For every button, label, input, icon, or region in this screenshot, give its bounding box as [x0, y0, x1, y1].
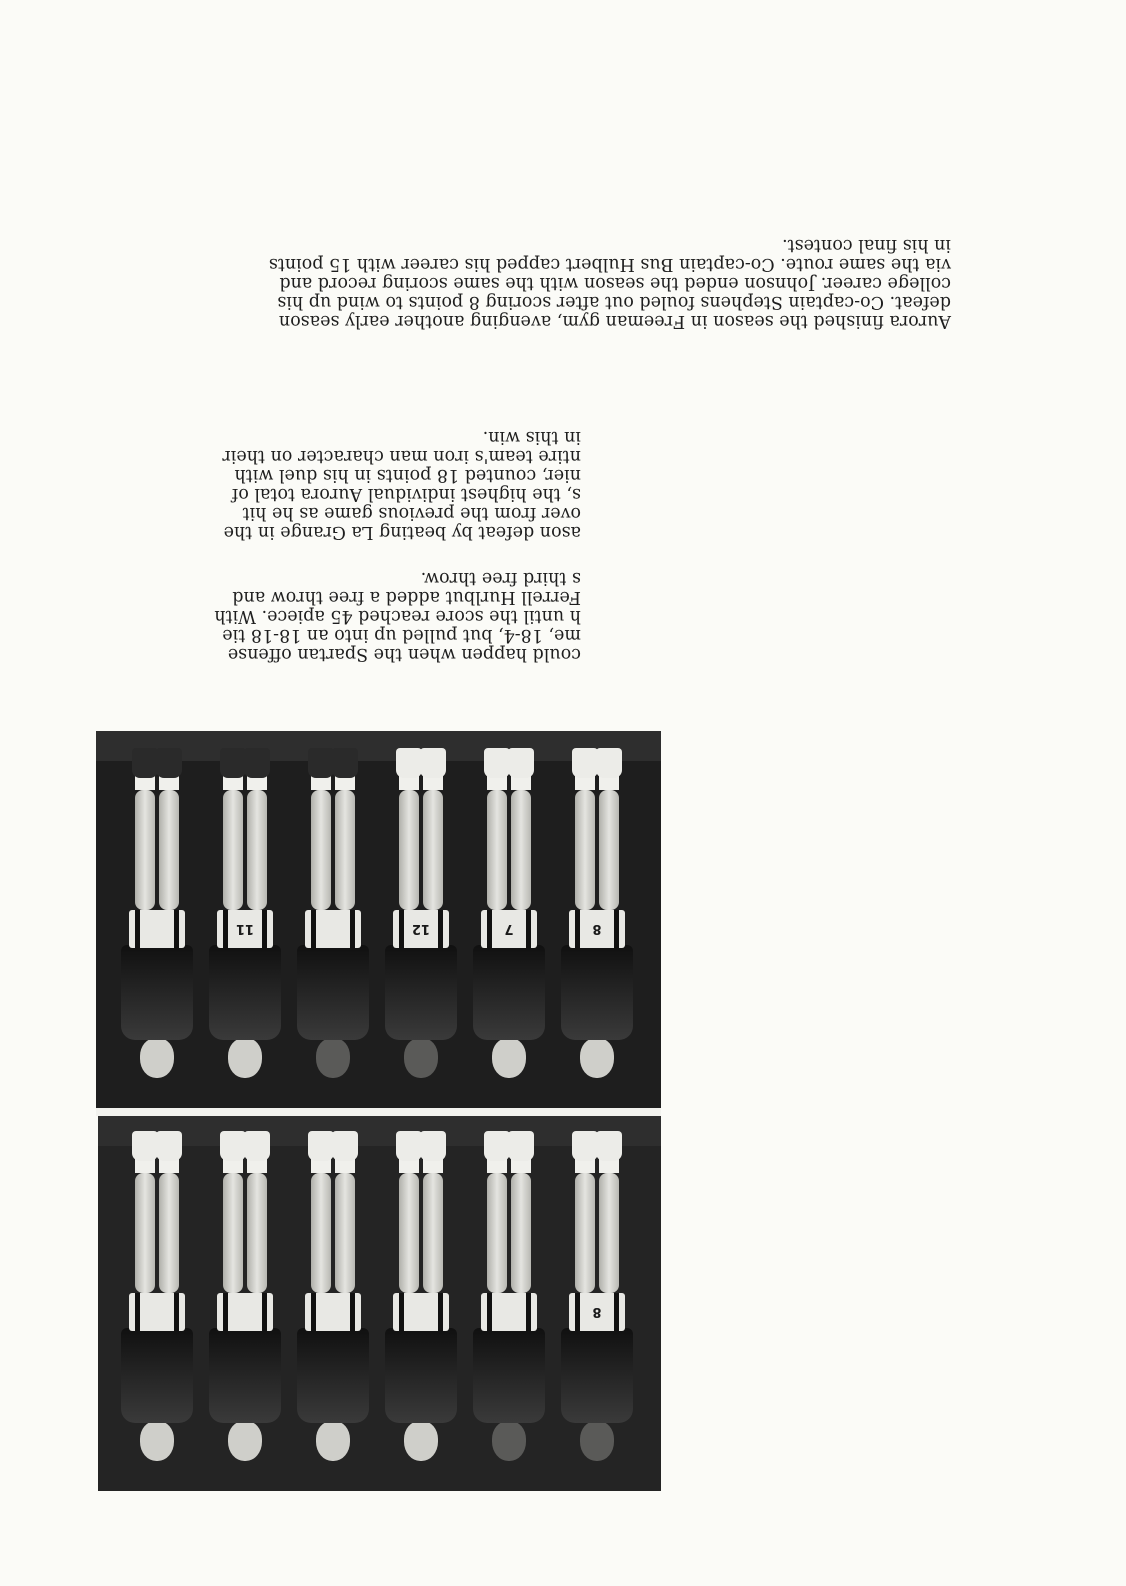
player-head: [492, 1038, 526, 1078]
player-head: [492, 1421, 526, 1461]
player-shoe: [220, 1131, 246, 1161]
player-head: [140, 1421, 174, 1461]
player-warmup-jacket: [121, 1328, 193, 1423]
shorts-stripe: [350, 910, 355, 948]
player-leg: [511, 1173, 531, 1293]
player-shoe: [572, 748, 598, 778]
player-shoe: [156, 748, 182, 778]
player-leg: [247, 1173, 267, 1293]
player-head: [316, 1038, 350, 1078]
player-shoe: [484, 1131, 510, 1161]
player-leg: [487, 790, 507, 910]
player-leg: [423, 790, 443, 910]
player-head: [404, 1038, 438, 1078]
shorts-stripe: [174, 910, 179, 948]
player-leg: [159, 790, 179, 910]
player-head: [316, 1421, 350, 1461]
player-shoe: [132, 1131, 158, 1161]
player-warmup-jacket: [561, 1328, 633, 1423]
player-shoe: [572, 1131, 598, 1161]
player-leg: [335, 790, 355, 910]
player-leg: [223, 1173, 243, 1293]
player-head: [580, 1038, 614, 1078]
shorts-stripe: [262, 1293, 267, 1331]
article-paragraph-2: ason defeat by beating La Grange in the over from the previous game as he hit s, the highest individual Aurora total of nier, counted 18 points in his duel with ntire team's iron man character on their in this win.: [222, 427, 581, 542]
player-shoe: [396, 748, 422, 778]
jersey-number: 8: [592, 921, 602, 936]
player-shoe: [156, 1131, 182, 1161]
shorts-stripe: [135, 1293, 140, 1331]
shorts-stripe: [311, 910, 316, 948]
player-warmup-jacket: [297, 945, 369, 1040]
player-shoe: [332, 1131, 358, 1161]
player-shoe: [308, 748, 334, 778]
player-head: [228, 1421, 262, 1461]
team-photo-left: [98, 1116, 661, 1491]
player-head: [140, 1038, 174, 1078]
player-leg: [599, 1173, 619, 1293]
player-shoe: [244, 1131, 270, 1161]
shorts-stripe: [487, 1293, 492, 1331]
player-warmup-jacket: [121, 945, 193, 1040]
player-warmup-jacket: [297, 1328, 369, 1423]
player-shoe: [484, 748, 510, 778]
player-head: [404, 1421, 438, 1461]
jersey-number: 11: [235, 921, 255, 936]
player-shoe: [420, 748, 446, 778]
player-leg: [423, 1173, 443, 1293]
player-leg: [159, 1173, 179, 1293]
player-shoe: [508, 748, 534, 778]
player-leg: [223, 790, 243, 910]
player-leg: [247, 790, 267, 910]
player-warmup-jacket: [209, 1328, 281, 1423]
shorts-stripe: [311, 1293, 316, 1331]
article-paragraph-3: Aurora finished the season in Freeman gym, avenging another early season defeat. Co-captain Stephens fouled out after scoring 8 points to wind up his college career. Johnson ended the season with the same scoring record and via the same route. Co-captain Bus Hulbert capped his career with 15 points in his final contest.: [268, 235, 951, 331]
player-leg: [135, 1173, 155, 1293]
player-leg: [399, 790, 419, 910]
player-leg: [311, 1173, 331, 1293]
shorts-stripe: [223, 1293, 228, 1331]
shorts-stripe: [135, 910, 140, 948]
player-leg: [575, 1173, 595, 1293]
player-warmup-jacket: [473, 1328, 545, 1423]
shorts-stripe: [350, 1293, 355, 1331]
shorts-stripe: [174, 1293, 179, 1331]
player-leg: [399, 1173, 419, 1293]
player-shoe: [396, 1131, 422, 1161]
player-leg: [487, 1173, 507, 1293]
shorts-stripe: [399, 1293, 404, 1331]
team-photo-right: [96, 731, 661, 1108]
player-warmup-jacket: [385, 1328, 457, 1423]
article-paragraph-1: could happen when the Spartan offense me, 18-4, but pulled up into an 18-18 tie h until the score reached 45 apiece. With Ferrell Hurlbut added a free throw and s third free throw.: [214, 568, 581, 664]
player-shoe: [420, 1131, 446, 1161]
player-shoe: [308, 1131, 334, 1161]
player-leg: [335, 1173, 355, 1293]
player-shoe: [220, 748, 246, 778]
player-shoe: [244, 748, 270, 778]
player-head: [228, 1038, 262, 1078]
photo-divider: [96, 1108, 661, 1116]
shorts-stripe: [526, 1293, 531, 1331]
player-warmup-jacket: [385, 945, 457, 1040]
player-shoe: [596, 1131, 622, 1161]
jersey-number: 12: [411, 921, 431, 936]
shorts-stripe: [438, 1293, 443, 1331]
jersey-number: 7: [504, 921, 514, 936]
player-leg: [135, 790, 155, 910]
player-shoe: [332, 748, 358, 778]
player-shoe: [596, 748, 622, 778]
jersey-number: 8: [592, 1304, 602, 1319]
player-leg: [311, 790, 331, 910]
player-leg: [575, 790, 595, 910]
player-warmup-jacket: [561, 945, 633, 1040]
player-warmup-jacket: [473, 945, 545, 1040]
player-leg: [599, 790, 619, 910]
player-warmup-jacket: [209, 945, 281, 1040]
player-head: [580, 1421, 614, 1461]
player-leg: [511, 790, 531, 910]
player-shoe: [132, 748, 158, 778]
player-shoe: [508, 1131, 534, 1161]
